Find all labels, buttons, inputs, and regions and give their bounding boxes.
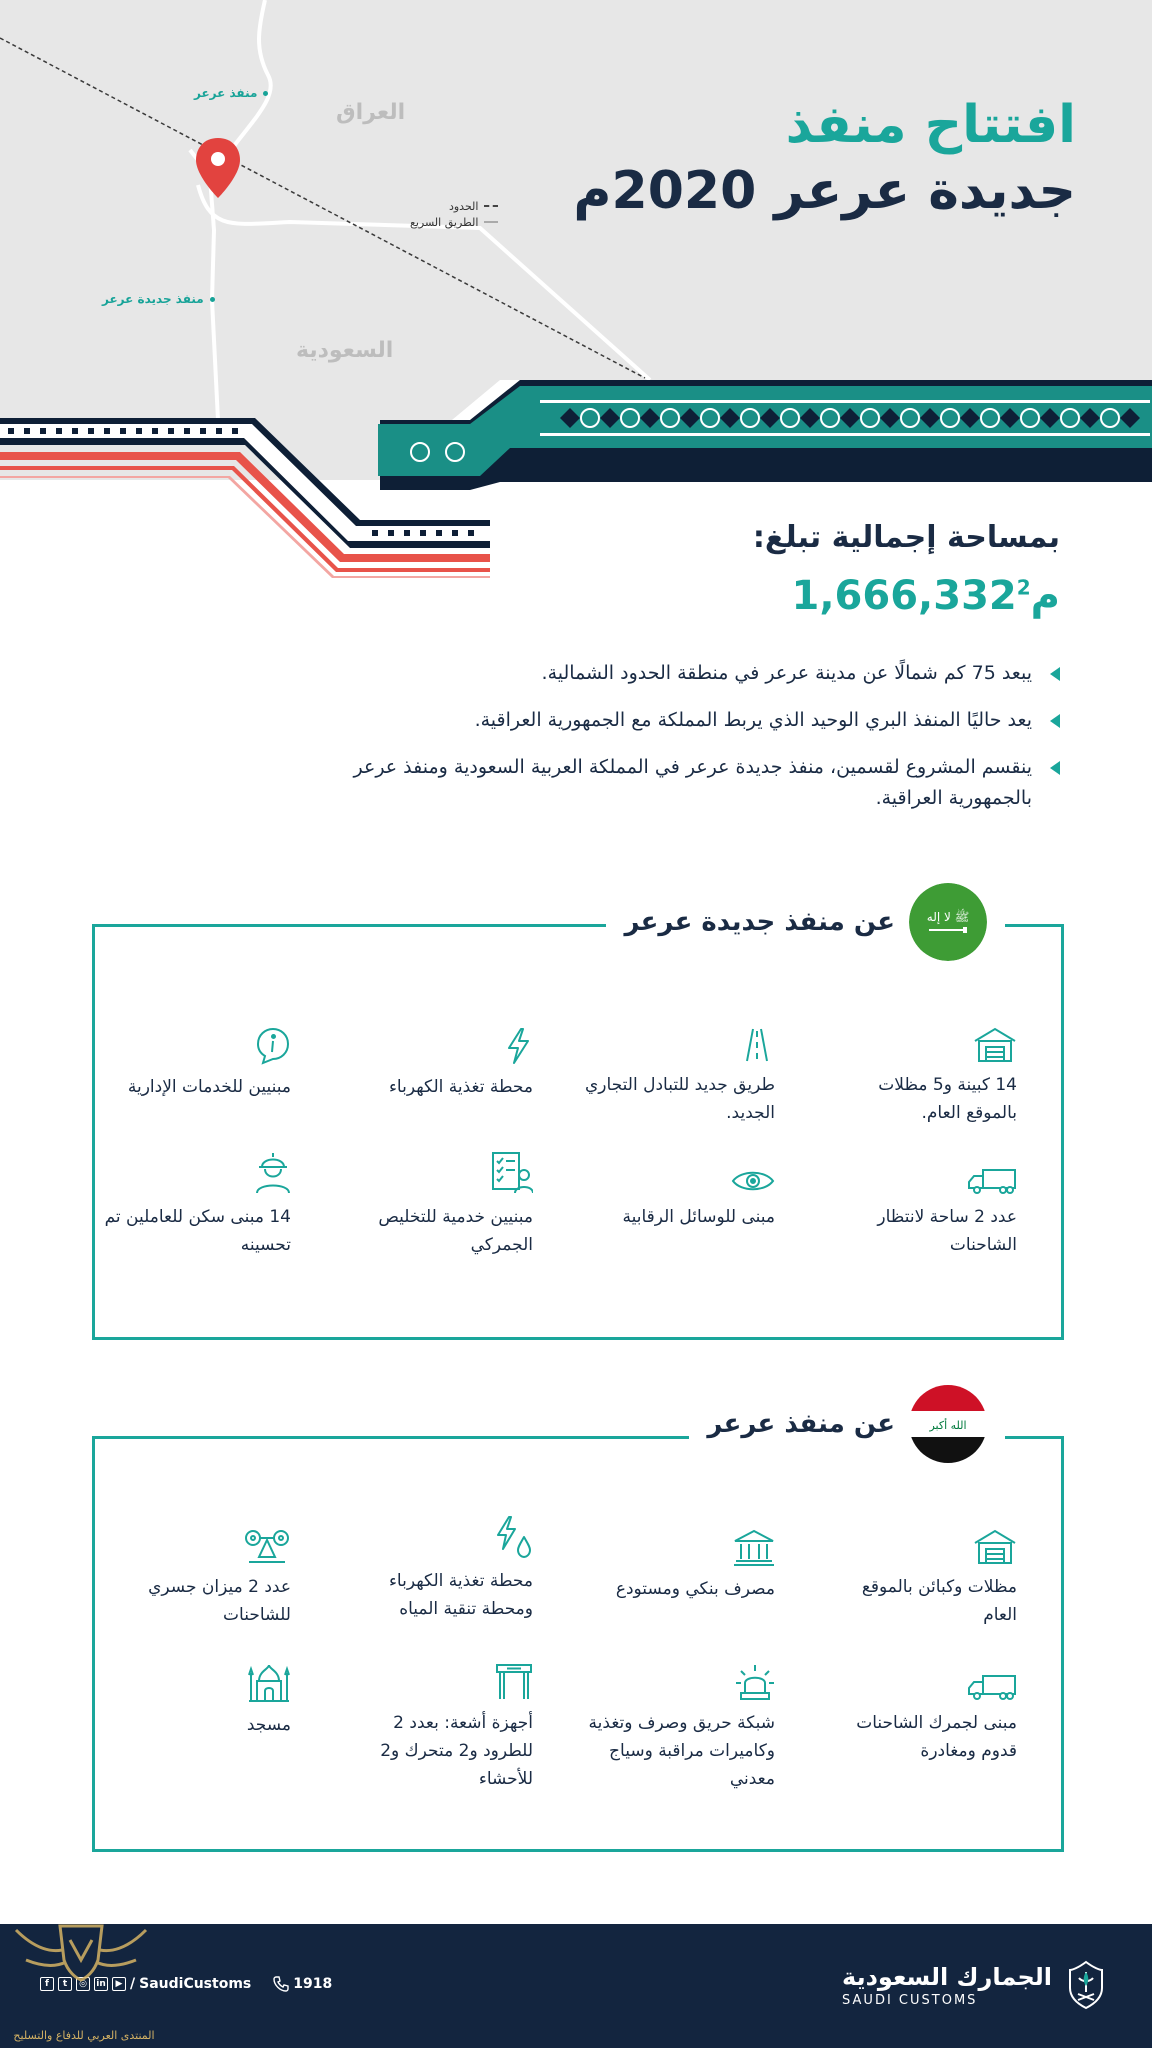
feature-text: مبنى لجمرك الشاحنات قدوم ومغادرة	[856, 1713, 1017, 1761]
watermark-text: المنتدى العربي للدفاع والتسليح	[13, 2029, 155, 2042]
feature-text: محطة تغذية الكهرباء	[388, 1077, 533, 1097]
forum-watermark	[6, 1900, 156, 2048]
feature-text: مظلات وكبائن بالموقع العام	[861, 1577, 1017, 1625]
feature-text: محطة تغذية الكهرباء ومحطة تنقية المياه	[388, 1571, 533, 1619]
footer	[0, 1924, 1152, 2048]
section-jadida-title: عن منفذ جديدة عرعر	[624, 907, 895, 937]
brand-name-english: SAUDI CUSTOMS	[842, 1992, 978, 2008]
section-jadida-arar	[92, 907, 1064, 1340]
fact-item	[320, 705, 1060, 736]
feature-item	[585, 1663, 775, 1793]
feature-text: مصرف بنكي ومستودع	[615, 1579, 775, 1599]
customs-emblem-icon	[1066, 1960, 1106, 2010]
feature-item	[827, 1673, 1017, 1765]
feature-text: مبنيين للخدمات الإدارية	[127, 1077, 291, 1097]
svg-text:ﷺ ﻻ ﺇﻟﻪ: ﷺ ﻻ ﺇﻟﻪ	[926, 910, 970, 924]
warehouse-icon	[973, 1529, 1017, 1565]
area-label: بمساحة إجمالية تبلغ:	[752, 520, 1060, 555]
road-icon	[739, 1027, 775, 1063]
feature-text: مسجد	[246, 1715, 291, 1735]
legend-border-label: الحدود	[448, 199, 479, 213]
feature-item	[101, 1663, 291, 1739]
feature-text: مبنى للوسائل الرقابية	[622, 1207, 775, 1227]
legend-highway-label: الطريق السريع	[410, 215, 479, 229]
mosque-icon	[247, 1663, 291, 1703]
linkedin-icon[interactable]: in	[94, 1977, 108, 1991]
fact-item	[320, 658, 1060, 689]
phone-number[interactable]: 1918	[293, 1976, 333, 1992]
area-number: 1,666,332	[791, 573, 1017, 619]
feature-text: مبنيين خدمية للتخليص الجمركي	[378, 1207, 533, 1255]
facebook-icon[interactable]: f	[40, 1977, 54, 1991]
feature-item	[343, 1027, 533, 1101]
iraq-flag-icon	[909, 1385, 987, 1463]
saudi-customs-logo[interactable]	[842, 1960, 1106, 2010]
feature-item	[101, 1151, 291, 1259]
scale-icon	[243, 1529, 291, 1565]
feature-item	[585, 1167, 775, 1231]
fact-text: يبعد 75 كم شمالًا عن مدينة عرعر في منطقة الحدود الشمالية.	[541, 662, 1032, 684]
eye-icon	[731, 1167, 775, 1195]
phone-contact[interactable]	[273, 1976, 332, 1992]
feature-item	[343, 1663, 533, 1793]
dashed-line-icon	[484, 205, 498, 207]
legend-border	[410, 198, 498, 214]
area-block	[753, 520, 1060, 619]
info-icon	[255, 1027, 291, 1065]
truck-icon	[967, 1167, 1017, 1195]
facts-list	[320, 658, 1060, 830]
alarm-icon	[735, 1663, 775, 1701]
checklist-icon	[491, 1151, 533, 1195]
feature-text: 14 كبينة و5 مظلات بالموقع العام.	[878, 1075, 1017, 1123]
feature-item	[827, 1529, 1017, 1629]
bullet-arrow-icon	[1050, 761, 1060, 775]
solid-line-icon	[484, 221, 498, 223]
power-water-icon	[493, 1515, 533, 1559]
page-title	[573, 92, 1076, 224]
place-arar-text: منفذ عرعر	[194, 86, 258, 100]
bank-icon	[733, 1529, 775, 1567]
saudi-flag-icon	[909, 883, 987, 961]
feature-text: أجهزة أشعة: بعدد 2 للطرود و2 متحرك و2 للأحشاء	[380, 1713, 533, 1789]
social-handle-separator: /	[130, 1976, 136, 1992]
feature-item	[827, 1027, 1017, 1127]
title-line-1: افتتاح منفذ	[785, 95, 1076, 155]
section-jadida-header	[606, 883, 1005, 961]
feature-item	[343, 1515, 533, 1623]
scanner-gate-icon	[495, 1663, 533, 1701]
feature-text: عدد 2 ساحة لانتظار الشاحنات	[877, 1207, 1017, 1255]
brand-text	[842, 1963, 1052, 2008]
feature-item	[585, 1529, 775, 1603]
svg-text:الله أكبر: الله أكبر	[929, 1419, 967, 1432]
feature-text: 14 مبنى سكن للعاملين تم تحسينه	[104, 1207, 291, 1255]
feature-item	[585, 1027, 775, 1127]
place-dot-icon	[263, 91, 268, 96]
area-unit: م	[1030, 573, 1060, 619]
youtube-icon[interactable]: ▶	[112, 1977, 126, 1991]
fact-item	[320, 752, 1060, 814]
feature-item	[343, 1151, 533, 1259]
truck-icon	[967, 1673, 1017, 1701]
lightning-icon	[503, 1027, 533, 1065]
feature-item	[827, 1167, 1017, 1259]
area-value	[753, 573, 1060, 619]
feature-item	[101, 1027, 291, 1101]
place-label-arar	[194, 86, 268, 100]
sadu-pattern-teal	[378, 380, 1152, 490]
social-handle[interactable]: SaudiCustoms	[139, 1976, 252, 1992]
area-unit-power: 2	[1016, 575, 1031, 600]
map-legend	[410, 198, 498, 230]
place-label-jadida	[102, 292, 215, 306]
brand-name-arabic: الجمارك السعودية	[842, 1962, 1052, 1991]
feature-text: شبكة حريق وصرف وتغذية وكاميرات مراقبة وسياج معدني	[588, 1713, 775, 1789]
feature-text: عدد 2 ميزان جسري للشاحنات	[148, 1577, 291, 1625]
place-dot-icon	[210, 297, 215, 302]
instagram-icon[interactable]: ◎	[76, 1977, 90, 1991]
worker-icon	[255, 1151, 291, 1195]
bullet-arrow-icon	[1050, 714, 1060, 728]
bullet-arrow-icon	[1050, 667, 1060, 681]
fact-text: ينقسم المشروع لقسمين، منفذ جديدة عرعر في المملكة العربية السعودية ومنفذ عرعر بالجمهورية العراقية.	[353, 756, 1032, 809]
country-label-iraq: العراق	[336, 100, 406, 125]
place-jadida-text: منفذ جديدة عرعر	[102, 292, 204, 306]
section-arar-title: عن منفذ عرعر	[707, 1409, 895, 1439]
feature-item	[101, 1529, 291, 1629]
twitter-icon[interactable]: t	[58, 1977, 72, 1991]
map-illustration	[0, 0, 1152, 580]
title-line-2: جديدة عرعر 2020م	[573, 161, 1076, 221]
section-arar-header	[689, 1385, 1005, 1463]
eagle-shield-logo	[6, 1900, 156, 2020]
section-arar	[92, 1409, 1064, 1852]
legend-highway	[410, 214, 498, 230]
warehouse-icon	[973, 1027, 1017, 1063]
fact-text: يعد حاليًا المنفذ البري الوحيد الذي يربط المملكة مع الجمهورية العراقية.	[474, 709, 1032, 731]
country-label-saudi: السعودية	[296, 338, 394, 363]
hero-map	[0, 0, 1152, 580]
phone-icon	[273, 1976, 289, 1992]
feature-text: طريق جديد للتبادل التجاري الجديد.	[585, 1075, 775, 1123]
